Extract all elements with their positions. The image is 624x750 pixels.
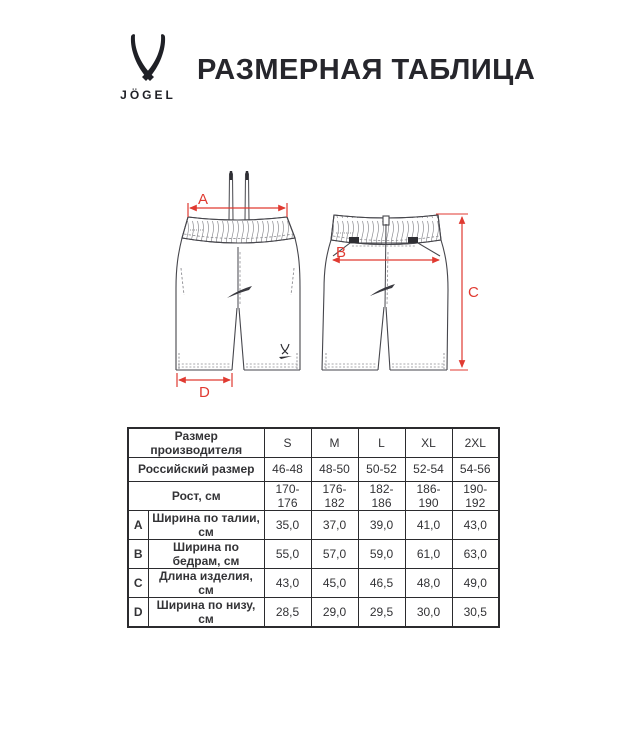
label-D: D — [199, 384, 210, 401]
shorts-front-view — [176, 171, 300, 370]
table-row-height — [128, 481, 499, 510]
row-label: Длина изделия, см — [148, 568, 264, 597]
table-cell: 48,0 — [405, 568, 452, 597]
row-key: A — [128, 510, 148, 539]
leg-logo-icon — [279, 344, 292, 359]
table-cell: 39,0 — [358, 510, 405, 539]
label-C: C — [468, 284, 479, 301]
table-cell: 37,0 — [311, 510, 358, 539]
row-label: Ширина по бедрам, см — [148, 539, 264, 568]
table-cell: 52-54 — [405, 458, 452, 482]
table-cell: 50-52 — [358, 458, 405, 482]
table-cell: 28,5 — [264, 597, 311, 627]
table-cell: 59,0 — [358, 539, 405, 568]
table-cell: 46,5 — [358, 568, 405, 597]
table-cell: 63,0 — [452, 539, 499, 568]
table-cell: 49,0 — [452, 568, 499, 597]
table-cell: 170-176 — [264, 481, 311, 510]
table-cell: 41,0 — [405, 510, 452, 539]
row-key: C — [128, 568, 148, 597]
table-cell: 57,0 — [311, 539, 358, 568]
row-label: Рост, см — [128, 481, 264, 510]
table-cell: 55,0 — [264, 539, 311, 568]
page-title: РАЗМЕРНАЯ ТАБЛИЦА — [197, 54, 536, 86]
table-cell: XL — [405, 428, 452, 458]
table-cell: 30,0 — [405, 597, 452, 627]
shorts-back-view — [322, 215, 448, 370]
table-cell: 182-186 — [358, 481, 405, 510]
row-label: Ширина по низу, см — [148, 597, 264, 627]
table-cell: 54-56 — [452, 458, 499, 482]
table-cell: 46-48 — [264, 458, 311, 482]
table-row-manufacturer-size — [128, 428, 499, 458]
row-label: Ширина по талии, см — [148, 510, 264, 539]
row-label: Размер производителя — [128, 428, 264, 458]
table-cell: 35,0 — [264, 510, 311, 539]
table-row-length — [128, 568, 499, 597]
table-cell: 45,0 — [311, 568, 358, 597]
shorts-measurement-diagram — [0, 160, 624, 405]
row-key: B — [128, 539, 148, 568]
table-cell: 176-182 — [311, 481, 358, 510]
front-swoosh-mark — [227, 286, 252, 298]
table-cell: 48-50 — [311, 458, 358, 482]
table-row-bottom-width — [128, 597, 499, 627]
table-cell: 29,0 — [311, 597, 358, 627]
row-key: D — [128, 597, 148, 627]
table-cell: S — [264, 428, 311, 458]
row-label: Российский размер — [128, 458, 264, 482]
label-A: A — [198, 191, 209, 208]
table-cell: 61,0 — [405, 539, 452, 568]
table-cell: 29,5 — [358, 597, 405, 627]
table-row-hip-width — [128, 539, 499, 568]
back-swoosh-mark — [370, 284, 395, 296]
table-cell: 43,0 — [264, 568, 311, 597]
table-cell: M — [311, 428, 358, 458]
table-cell: L — [358, 428, 405, 458]
table-cell: 30,5 — [452, 597, 499, 627]
belt-loop-left — [349, 237, 359, 243]
jogel-logo-icon — [129, 34, 167, 86]
size-table — [127, 427, 500, 628]
table-cell: 43,0 — [452, 510, 499, 539]
table-row-russian-size — [128, 458, 499, 482]
brand-wordmark: JÖGEL — [120, 88, 176, 102]
table-cell: 190-192 — [452, 481, 499, 510]
table-cell: 186-190 — [405, 481, 452, 510]
table-row-waist-width — [128, 510, 499, 539]
table-cell: 2XL — [452, 428, 499, 458]
label-B: B — [336, 244, 347, 261]
belt-loop-right — [408, 237, 418, 243]
